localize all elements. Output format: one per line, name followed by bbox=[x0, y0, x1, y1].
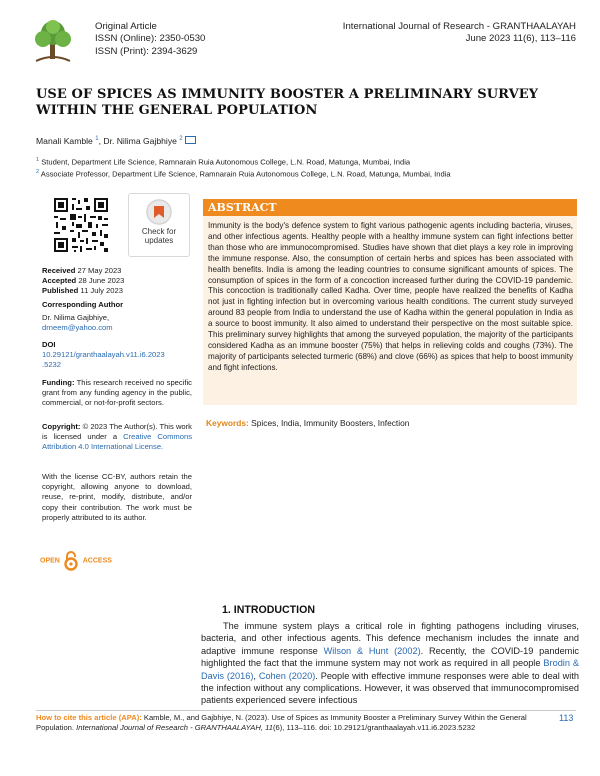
published-date: 11 July 2023 bbox=[80, 286, 123, 296]
doi-block bbox=[42, 340, 192, 371]
received-label: Received bbox=[42, 266, 76, 275]
affiliation-2 bbox=[36, 169, 451, 179]
affiliation-1 bbox=[36, 157, 410, 167]
keywords-text: Spices, India, Immunity Boosters, Infection bbox=[251, 418, 410, 428]
author-1-sup[interactable]: 1 bbox=[95, 136, 99, 143]
affiliation-1-sup: 1 bbox=[36, 157, 40, 163]
open-text: OPEN bbox=[40, 557, 60, 565]
funding-text: This research received no specific grant from any funding agency in the public, commercial, or not-for-profit sectors. bbox=[42, 378, 192, 408]
cc-license-text: With the license CC-BY, authors retain the copyright, allowing anyone to download, reuse, re-print, modify, distribute, and/or copy their contribution. The work must be properly attributed to its author. bbox=[42, 472, 192, 522]
open-access-badge bbox=[40, 551, 112, 571]
corresponding-name: Dr. Nilima Gajbhiye, bbox=[42, 313, 110, 323]
footer-divider bbox=[36, 710, 576, 711]
published-label: Published bbox=[42, 286, 79, 296]
email-envelope-icon[interactable] bbox=[185, 136, 196, 144]
author-line: Manali Kamble $^1$, Dr. Nilima Gajbhiye $^2$ bbox=[36, 136, 196, 146]
citation-brodin-davis[interactable]: Brodin & Davis (2016) bbox=[201, 658, 579, 681]
doi-line-2: .5232 bbox=[42, 360, 62, 370]
access-text: ACCESS bbox=[82, 557, 112, 565]
cite-label: How to cite this article (APA): bbox=[36, 713, 142, 722]
article-type: Original Article bbox=[95, 21, 157, 32]
intro-text-b: . Recently, the COVID-19 pandemic highlighted the fact that the immune system may not work as required in all people bbox=[201, 645, 579, 669]
funding-label: Funding: bbox=[42, 378, 75, 387]
page-number: 113 bbox=[559, 713, 574, 723]
accepted-label: Accepted bbox=[42, 276, 77, 286]
received-date: 27 May 2023 bbox=[77, 266, 122, 275]
copyright-label: Copyright: bbox=[42, 422, 81, 431]
introduction-heading: 1. INTRODUCTION bbox=[222, 604, 315, 616]
paper-title: USE OF SPICES AS IMMUNITY BOOSTER A PRELIMINARY SURVEY WITHIN THE GENERAL POPULATION bbox=[36, 87, 539, 118]
citation-footer bbox=[36, 713, 554, 734]
intro-text-c: . People with effective immune responses were able to deal with the infection without any complications. However, it was observed that immunocompromised patients experienced severe infectious bbox=[201, 670, 580, 706]
doi-line-1: 10.29121/granthaalayah.v11.i6.2023 bbox=[42, 350, 165, 360]
qr-code-icon[interactable] bbox=[52, 196, 110, 254]
affiliation-1-text: Student, Department Life Science, Ramnarain Ruia Autonomous College, L.N. Road, Matunga, Mumbai, India bbox=[41, 157, 411, 167]
header-right bbox=[343, 21, 576, 46]
issn-online: ISSN (Online): 2350-0530 bbox=[95, 33, 206, 45]
author-2-sup[interactable]: 2 bbox=[179, 136, 183, 143]
keywords-label: Keywords: bbox=[206, 418, 249, 428]
corresponding-author-block bbox=[42, 300, 192, 334]
license-link[interactable]: Creative Commons Attribution 4.0 International License. bbox=[42, 432, 192, 452]
journal-issue: June 2023 11(6), 113–116 bbox=[465, 33, 576, 45]
keywords-line bbox=[206, 418, 409, 428]
copyright-block bbox=[42, 422, 192, 453]
corresponding-email-link[interactable]: drneem@yahoo.com bbox=[42, 323, 113, 333]
cite-journal: International Journal of Research - GRANTHAALAYAH, 11 bbox=[76, 723, 273, 733]
author-1: Manali Kamble bbox=[36, 136, 93, 146]
copyright-text: © 2023 The Author(s). This work is licensed under a bbox=[42, 422, 192, 442]
cite-text-a: Kamble, M., and Gajbhiye, N. (2023). Use of Spices as Immunity Booster a Preliminary Survey Within the General Population. bbox=[36, 713, 527, 733]
affiliation-2-text: Associate Professor, Department Life Science, Ramnarain Ruia Autonomous College, L.N. Road, Matunga, Mumbai, India bbox=[40, 169, 451, 179]
check-for-text: Check for bbox=[141, 227, 177, 236]
journal-logo-tree-icon bbox=[30, 17, 76, 65]
doi-link[interactable] bbox=[42, 350, 192, 370]
citation-wilson-hunt[interactable]: Wilson & Hunt (2002) bbox=[323, 645, 421, 656]
corresponding-label: Corresponding Author bbox=[42, 300, 124, 309]
doi-label: DOI bbox=[42, 340, 56, 349]
accepted-date: 28 June 2023 bbox=[78, 276, 125, 286]
bookmark-icon bbox=[146, 199, 172, 225]
affiliation-2-sup: 2 bbox=[36, 169, 40, 175]
abstract-heading: ABSTRACT bbox=[208, 201, 277, 214]
cite-text-b: (6), 113–116. doi: 10.29121/granthaalayah.v11.i6.2023.5232 bbox=[272, 723, 476, 733]
citation-cohen[interactable]: Cohen (2020) bbox=[258, 670, 316, 681]
introduction-paragraph bbox=[201, 620, 579, 707]
open-lock-icon bbox=[64, 551, 78, 571]
funding-block bbox=[42, 378, 192, 409]
issn-print: ISSN (Print): 2394-3629 bbox=[95, 45, 198, 57]
header-left bbox=[95, 21, 205, 58]
dates-block bbox=[42, 266, 192, 297]
journal-name: International Journal of Research - GRANTHAALAYAH bbox=[342, 21, 576, 32]
check-for-updates-button[interactable] bbox=[128, 193, 190, 257]
author-2: Dr. Nilima Gajbhiye bbox=[103, 136, 177, 146]
updates-text: updates bbox=[144, 236, 174, 245]
abstract-text: Immunity is the body's defence system to fight various pathogenic agents including bacteria, viruses, and other infectious agents. Healthy people with a healthy immune system can fight infections better than those who are immunocompromised. Studies have shown that diet plays a key role in improving the immune response. Also, the consumption of certain herbs and spices has been associated with health benefits. India is among the leading countries to consume significant amounts of spices. The consumption of spices in the form of a concoction increased further during the COVID-19 pandemic. This concoction is traditionally called Kadha. Over time, people have realized the benefits of Kadha not just in fighting infection but in overcoming various health conditions. The current study surveyed around 83 people from India to understand the use of Kadha within the general population in India as a source to boost immunity. It also aimed to understand their perspective on the most suitable spice. This preliminary survey highlights that among the surveyed population, the majority of the participants considered Kadha as an immune booster (75%) that helps in relieving colds and coughs (73%). The majority of participants selected turmeric (68%) and clove (66%) as spices that help to boost immunity and fight infections. bbox=[208, 221, 573, 372]
citation-separator: , bbox=[253, 670, 256, 681]
intro-text-a: The immune system plays a critical role in fighting pathogens including viruses, bacteria, and other infectious agents. This defence mechanism includes the innate and adaptive immune response bbox=[201, 621, 579, 656]
